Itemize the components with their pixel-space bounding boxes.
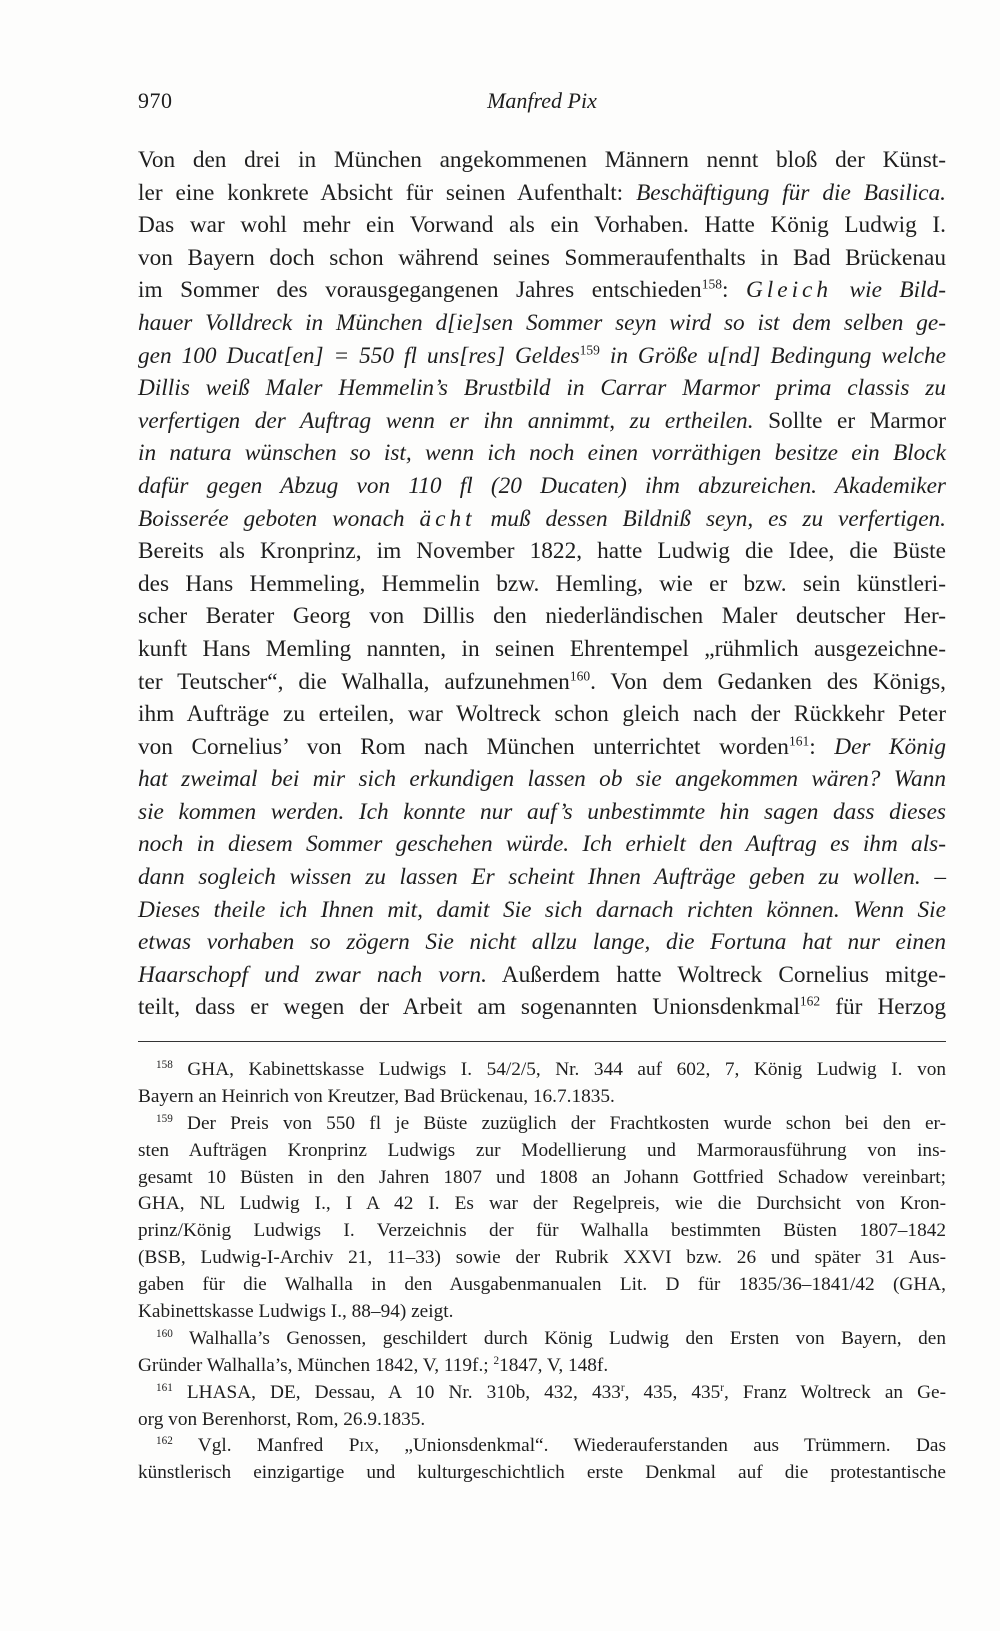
text-line: des Hans Hemmeling, Hemmelin bzw. Hemling, wie er bzw. sein künstleri- xyxy=(138,570,946,597)
text-line: scher Berater Georg von Dillis den niederländischen Maler deutscher Her- xyxy=(138,603,946,630)
text-line: ler eine konkrete Absicht für seinen Aufenthalt: Beschäftigung für die Basilica. xyxy=(138,179,946,206)
text-line: hat zweimal bei mir sich erkundigen lassen ob sie angekommen wären? Wann xyxy=(138,766,946,793)
footnote-line: gaben für die Walhalla in den Ausgabenmanualen Lit. D für 1835/36–1841/42 (GHA, xyxy=(138,1274,946,1296)
footnote-ref: 162 xyxy=(799,994,821,1010)
page-number: 970 xyxy=(138,88,173,113)
text-line: in natura wünschen so ist, wenn ich noch einen vorräthigen besitze ein Block xyxy=(138,440,946,467)
text-line: dann sogleich wissen zu lassen Er scheint Ihnen Aufträge geben zu wollen. – xyxy=(138,864,946,891)
footnote-line: gesamt 10 Büsten in den Jahren 1807 und 1808 an Johann Gottfried Schadow vereinbart; xyxy=(138,1166,946,1188)
footnote-161: $^{161}$ LHASA, DE, Dessau, A 10 Nr. 310b, 432, 433$^r$, 435, 435$^r$, Franz Woltreck an Ge- xyxy=(156,1381,947,1403)
footnote-line: Bayern an Heinrich von Kreutzer, Bad Brückenau, 16.7.1835. xyxy=(138,1085,615,1107)
main-text xyxy=(138,144,946,1024)
text-line: kunft Hans Memling nannten, in seinen Ehrentempel „rühmlich ausgezeichne- xyxy=(138,635,946,662)
text-line: noch in diesem Sommer geschehen würde. Ich erhielt den Auftrag es ihm als- xyxy=(138,831,946,858)
footnotes xyxy=(138,1057,946,1487)
text-line: von Bayern doch schon während seines Sommeraufenthalts in Bad Brückenau xyxy=(138,244,946,271)
text-line: gen 100 Ducat[en] = 550 fl uns[res] Geldes$^{159}$ in Größe u[nd] Bedingung welche xyxy=(138,342,946,369)
text-line: Das war wohl mehr ein Vorwand als ein Vorhaben. Hatte König Ludwig I. xyxy=(138,212,946,239)
text-line: dafür gegen Abzug von 110 fl (20 Ducaten) ihm abzureichen. Akademiker xyxy=(138,472,946,499)
text-line: Dillis weiß Maler Hemmelin’s Brustbild in Carrar Marmor prima classis zu xyxy=(138,375,946,402)
footnote-line: prinz/König Ludwigs I. Verzeichnis der für Walhalla bestimmten Büsten 1807–1842 xyxy=(138,1220,946,1242)
footnote-line: Gründer Walhalla’s, München 1842, V, 119f.; $^2$1847, V, 148f. xyxy=(138,1354,609,1376)
text-line: Bereits als Kronprinz, im November 1822, hatte Ludwig die Idee, die Büste xyxy=(138,538,946,565)
footnote-line: Kabinettskasse Ludwigs I., 88–94) zeigt. xyxy=(138,1301,454,1323)
text-line: von Cornelius’ von Rom nach München unterrichtet worden$^{161}$: Der König xyxy=(138,733,946,760)
running-head: Manfred Pix xyxy=(487,88,597,113)
footnote-162: $^{162}$ Vgl. Manfred Pix, „Unionsdenkmal“. Wiederauferstanden aus Trümmern. Das xyxy=(156,1435,946,1457)
footnote-ref: 158 xyxy=(701,277,722,292)
footnote-line: sten Aufträgen Kronprinz Ludwigs zur Modellierung und Marmorausführung von ins- xyxy=(138,1139,946,1161)
text-line: etwas vorhaben so zögern Sie nicht allzu lange, die Fortuna hat nur einen xyxy=(138,929,946,956)
text-line: teilt, dass er wegen der Arbeit am sogenannten Unionsdenkmal$^{162}$ für Herzog xyxy=(138,994,947,1021)
text-line: sie kommen werden. Ich konnte nur auf’s unbestimmte hin sagen dass dieses xyxy=(138,798,946,825)
footnote-line: GHA, NL Ludwig I., I A 42 I. Es war der Regelpreis, wie die Durchsicht von Kron- xyxy=(138,1193,946,1215)
footnote-ref: 159 xyxy=(579,342,600,358)
text-line: Von den drei in München angekommenen Männern nennt bloß der Künst- xyxy=(138,147,946,173)
footnote-160: $^{160}$ Walhalla’s Genossen, geschildert durch König Ludwig den Ersten von Bayern, den xyxy=(156,1327,946,1349)
text-line: im Sommer des vorausgegangenen Jahres entschieden$^{158}$: Gleich wie Bild- xyxy=(138,277,947,304)
text-line: ihm Aufträge zu erteilen, war Woltreck schon gleich nach der Rückkehr Peter xyxy=(138,701,946,728)
footnote-line: (BSB, Ludwig-I-Archiv 21, 11–33) sowie der Rubrik XXVI bzw. 26 und später 31 Aus- xyxy=(138,1247,946,1269)
text-line: Boisserée geboten wonach ächt muß dessen Bildniß seyn, es zu verfertigen. xyxy=(138,505,947,532)
footnote-ref: 161 xyxy=(788,733,810,749)
text-line: Dieses theile ich Ihnen mit, damit Sie sich darnach richten können. Wenn Sie xyxy=(138,896,946,923)
footnote-line: künstlerisch einzigartige und kulturgeschichtlich erste Denkmal auf die protestantische xyxy=(138,1462,946,1484)
footnote-159: $^{159}$ Der Preis von 550 fl je Büste zuzüglich der Frachtkosten wurde schon bei den er- xyxy=(156,1112,946,1134)
footnote-line: org von Berenhorst, Rom, 26.9.1835. xyxy=(138,1408,426,1430)
page-header xyxy=(138,88,946,120)
footnote-separator xyxy=(138,1041,946,1042)
text-line: verfertigen der Auftrag wenn er ihn annimmt, zu ertheilen. Sollte er Marmor xyxy=(138,407,946,434)
footnote-158: $^{158}$ GHA, Kabinettskasse Ludwigs I. 54/2/5, Nr. 344 auf 602, 7, König Ludwig I. von xyxy=(156,1059,946,1080)
text-line: Haarschopf und zwar nach vorn. Außerdem hatte Woltreck Cornelius mitge- xyxy=(138,961,946,988)
footnote-ref: 160 xyxy=(569,668,591,684)
text-line: ter Teutscher“, die Walhalla, aufzunehmen$^{160}$. Von dem Gedanken des Königs, xyxy=(138,668,946,695)
text-line: hauer Volldreck in München d[ie]sen Sommer seyn wird so ist dem selben ge- xyxy=(138,309,946,336)
